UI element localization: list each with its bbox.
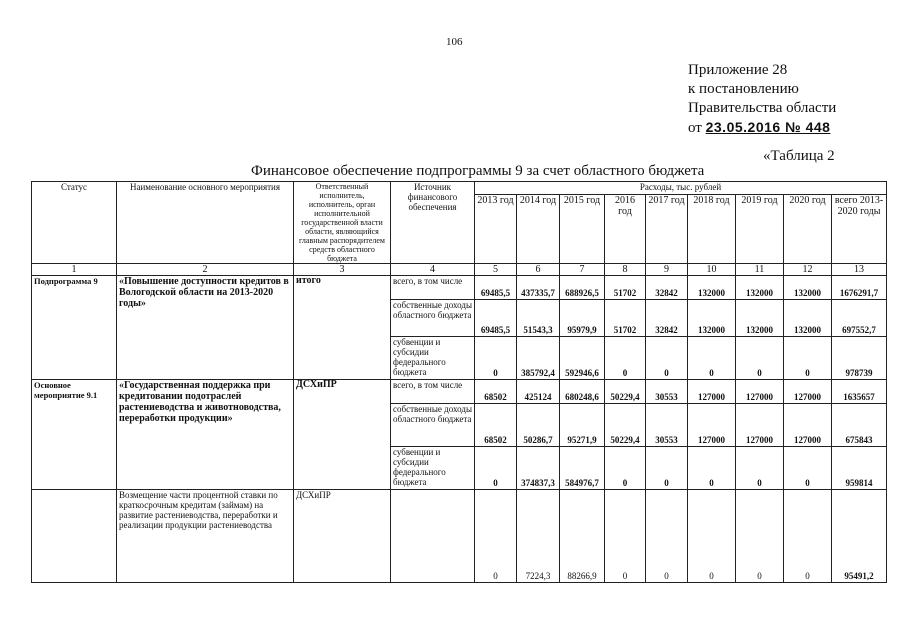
measure-value: 7224,3 — [517, 490, 560, 583]
row-value: 675843 — [832, 404, 887, 447]
row-value: 132000 — [736, 300, 784, 337]
document-title: Финансовое обеспечение подпрограммы 9 за счет областного бюджета — [251, 163, 705, 179]
column-number: 6 — [517, 264, 560, 276]
header-year-1: 2014 год — [517, 195, 560, 264]
measure-value: 0 — [646, 490, 688, 583]
row-value: 0 — [646, 337, 688, 380]
header-year-6: 2019 год — [736, 195, 784, 264]
row-source: всего, в том числе — [391, 276, 475, 300]
row-value: 0 — [605, 447, 646, 490]
row-value: 50229,4 — [605, 404, 646, 447]
column-number: 13 — [832, 264, 887, 276]
row-value: 425124 — [517, 380, 560, 404]
measure-value: 0 — [688, 490, 736, 583]
column-number: 9 — [646, 264, 688, 276]
header-year-7: 2020 год — [784, 195, 832, 264]
column-number: 4 — [391, 264, 475, 276]
row-value: 127000 — [784, 380, 832, 404]
row-value: 51543,3 — [517, 300, 560, 337]
appendix-line-3: Правительства области — [688, 100, 837, 116]
row-value: 95979,9 — [560, 300, 605, 337]
column-number: 2 — [117, 264, 294, 276]
row-value: 30553 — [646, 404, 688, 447]
row-value: 0 — [605, 337, 646, 380]
row-value: 127000 — [688, 380, 736, 404]
header-row-1 — [32, 182, 887, 195]
row-value: 127000 — [736, 380, 784, 404]
row-value: 1676291,7 — [832, 276, 887, 300]
row-value: 0 — [646, 447, 688, 490]
row-value: 132000 — [736, 276, 784, 300]
appendix-block — [688, 61, 836, 138]
header-year-0: 2013 год — [475, 195, 517, 264]
row-value: 68502 — [475, 404, 517, 447]
row-executor: итого — [294, 276, 391, 380]
header-expenses: Расходы, тыс. рублей — [475, 182, 887, 195]
measure-value: 0 — [784, 490, 832, 583]
row-value: 127000 — [688, 404, 736, 447]
row-value: 437335,7 — [517, 276, 560, 300]
row-value: 69485,5 — [475, 276, 517, 300]
header-year-4: 2017 год — [646, 195, 688, 264]
appendix-line-4 — [688, 118, 836, 138]
row-source: собственные доходы областного бюджета — [391, 404, 475, 447]
measure-value: 95491,2 — [832, 490, 887, 583]
header-year-5: 2018 год — [688, 195, 736, 264]
column-number: 3 — [294, 264, 391, 276]
row-source: собственные доходы областного бюджета — [391, 300, 475, 337]
measure-name: Возмещение части процентной ставки по краткосрочным кредитам (займам) на развитие растениеводства, переработки и реализации продукции растениеводства — [117, 490, 294, 583]
row-value: 0 — [784, 447, 832, 490]
header-source: Источник финансового обеспечения — [391, 182, 475, 264]
row-value: 697552,7 — [832, 300, 887, 337]
row-value: 1635657 — [832, 380, 887, 404]
header-executor: Ответственный исполнитель, исполнитель, орган исполнительной государственной власти области, являющийся главным распорядителем средств областного бюджета — [294, 182, 391, 264]
row-value: 978739 — [832, 337, 887, 380]
column-number: 5 — [475, 264, 517, 276]
row-value: 68502 — [475, 380, 517, 404]
row-value: 95271,9 — [560, 404, 605, 447]
measure-row — [32, 490, 887, 583]
column-numbers-row — [32, 264, 887, 276]
row-value: 132000 — [688, 300, 736, 337]
row-value: 132000 — [784, 300, 832, 337]
measure-value: 0 — [736, 490, 784, 583]
row-value: 127000 — [736, 404, 784, 447]
row-value: 688926,5 — [560, 276, 605, 300]
row-value: 0 — [784, 337, 832, 380]
row-name: «Государственная поддержка при кредитовании подотраслей растениеводства и животноводства, переработки продукции» — [117, 380, 294, 490]
header-year-8: всего 2013-2020 годы — [832, 195, 887, 264]
row-value: 50286,7 — [517, 404, 560, 447]
row-value: 132000 — [784, 276, 832, 300]
row-value: 385792,4 — [517, 337, 560, 380]
measure-value: 88266,9 — [560, 490, 605, 583]
row-value: 132000 — [688, 276, 736, 300]
row-status: Основное мероприятие 9.1 — [32, 380, 117, 490]
row-executor: ДСХиПР — [294, 380, 391, 490]
row-source: субвенции и субсидии федерального бюджета — [391, 447, 475, 490]
row-source: субвенции и субсидии федерального бюджета — [391, 337, 475, 380]
table-row — [32, 276, 887, 300]
table-reference: «Таблица 2 — [763, 148, 835, 164]
finance-table — [31, 181, 887, 583]
row-value: 30553 — [646, 380, 688, 404]
row-value: 127000 — [784, 404, 832, 447]
row-value: 0 — [688, 447, 736, 490]
row-value: 0 — [475, 337, 517, 380]
row-name: «Повышение доступности кредитов в Вологодской области на 2013-2020 годы» — [117, 276, 294, 380]
row-value: 0 — [736, 337, 784, 380]
row-value: 374837,3 — [517, 447, 560, 490]
column-number: 7 — [560, 264, 605, 276]
header-year-3: 2016 год — [605, 195, 646, 264]
column-number: 1 — [32, 264, 117, 276]
row-value: 0 — [688, 337, 736, 380]
row-value: 0 — [475, 447, 517, 490]
measure-executor: ДСХиПР — [294, 490, 391, 583]
row-value: 50229,4 — [605, 380, 646, 404]
row-value: 51702 — [605, 276, 646, 300]
row-value: 959814 — [832, 447, 887, 490]
measure-value: 0 — [605, 490, 646, 583]
row-source: всего, в том числе — [391, 380, 475, 404]
row-value: 592946,6 — [560, 337, 605, 380]
table-row — [32, 380, 887, 404]
row-value: 32842 — [646, 300, 688, 337]
row-value: 0 — [736, 447, 784, 490]
header-status: Статус — [32, 182, 117, 264]
header-name: Наименование основного мероприятия — [117, 182, 294, 264]
row-value: 51702 — [605, 300, 646, 337]
header-year-2: 2015 год — [560, 195, 605, 264]
row-status: Подпрограмма 9 — [32, 276, 117, 380]
column-number: 11 — [736, 264, 784, 276]
column-number: 10 — [688, 264, 736, 276]
measure-value: 0 — [475, 490, 517, 583]
page-number: 106 — [446, 36, 463, 48]
appendix-line-2: к постановлению — [688, 81, 799, 97]
row-value: 680248,6 — [560, 380, 605, 404]
appendix-date-number: 23.05.2016 № 448 — [705, 119, 831, 135]
row-value: 584976,7 — [560, 447, 605, 490]
column-number: 8 — [605, 264, 646, 276]
appendix-prefix: от — [688, 120, 706, 136]
column-number: 12 — [784, 264, 832, 276]
row-value: 69485,5 — [475, 300, 517, 337]
appendix-line-1: Приложение 28 — [688, 62, 788, 78]
row-value: 32842 — [646, 276, 688, 300]
